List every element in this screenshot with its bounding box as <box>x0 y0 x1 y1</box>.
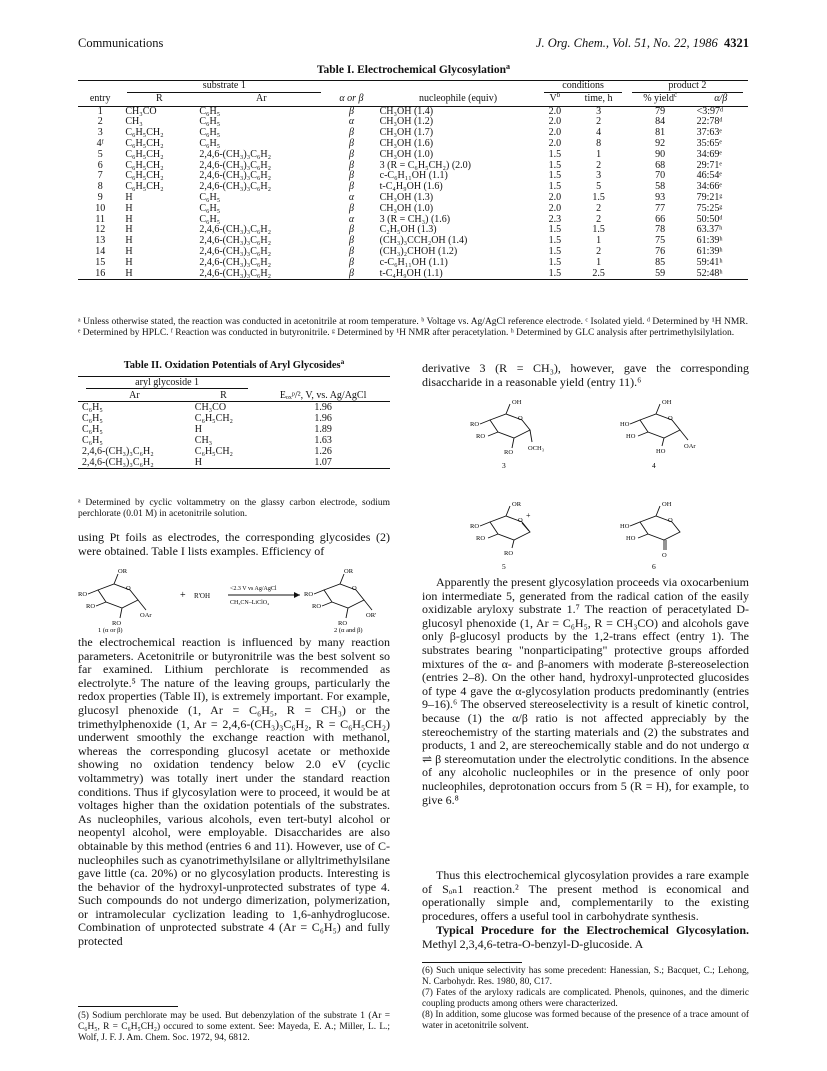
table2-footnote: ᵃ Determined by cyclic voltammetry on the glassy carbon electrode, sodium perchlorate (0.01 M) in acetonitrile solution. <box>78 498 390 519</box>
table1-col-header: $V^b$ <box>539 94 570 106</box>
left-column-text-1: using Pt foils as electrodes, the corresponding glycosides (2) were obtained. Table I lists examples. Efficiency of <box>78 530 390 558</box>
table1-cell: 75:25ᵍ <box>696 202 723 214</box>
table1-cell: β <box>348 148 354 160</box>
structure-6-ring <box>630 506 680 550</box>
s4-ring-o: O <box>668 415 673 422</box>
table1-group-substrate: substrate 1 <box>122 81 326 94</box>
table1-cell: C₆H₅CH₂ <box>125 170 164 182</box>
table1-cell: 76 <box>655 245 666 257</box>
table1-group-conditions: conditions <box>539 81 626 94</box>
table1-cell: 29:71ᵉ <box>696 159 722 171</box>
table1-cell: 2 <box>596 159 602 171</box>
scheme-or-label: OR <box>118 568 128 575</box>
table2-cell: C₆H₅ <box>82 424 103 435</box>
table1-cell: 5 <box>97 148 103 160</box>
table1-cell: H <box>125 235 133 247</box>
right-column-text-0: derivative 3 (R = CH₃), however, gave the corresponding disaccharide in a reasonable yield (entry 11).⁶ <box>422 361 749 389</box>
table1-col-header: R <box>122 94 196 106</box>
table2-cell: 1.96 <box>314 402 332 413</box>
scheme-label-right: 2 (α and β) <box>334 627 363 634</box>
structure-6-label: 6 <box>652 562 656 571</box>
table1-cell: 6 <box>97 159 103 171</box>
table1-cell: 12 <box>95 224 106 236</box>
table1-cell: 16 <box>78 269 122 280</box>
table1-cell: 1.5 <box>539 269 570 280</box>
table1-cell: 92 <box>655 137 666 149</box>
table1-cell: 61:39ʰ <box>696 245 723 257</box>
s6-ho: HO <box>620 523 630 530</box>
table1-cell: 81 <box>655 127 666 139</box>
table1-cell: H <box>125 202 133 214</box>
table1-cell: 1.5 <box>548 245 562 257</box>
table1-cell: 35:65ᵉ <box>696 137 722 149</box>
table1-cell: 34:69ᵉ <box>696 148 722 160</box>
table1-cell: C₆H₅ <box>199 202 221 214</box>
table1-cell: 1.5 <box>548 159 562 171</box>
table1-cell: 2,4,6-(CH₃)₃C₆H₂ <box>199 148 272 160</box>
table1-cell: 13 <box>95 235 106 247</box>
table2-group: aryl glycoside 1 <box>78 377 256 391</box>
table1-cell: 1 <box>596 256 602 268</box>
table2-cell: 1.07 <box>314 457 332 468</box>
table1-cell: C₆H₅ <box>199 137 221 149</box>
scheme-condition-top: <2.3 V vs Ag/AgCl <box>230 586 277 592</box>
table1-cell: 46:54ᵉ <box>696 170 722 182</box>
table2-row <box>78 402 390 414</box>
table1-col-header: α or β <box>326 94 376 106</box>
table1-cell: β <box>348 235 354 247</box>
page-number: 4321 <box>724 36 749 50</box>
table1-cell: 9 <box>97 191 103 203</box>
scheme-reagent: R'OH <box>194 592 211 600</box>
table1-cell: 2.0 <box>548 116 562 128</box>
table1-cell: t-C₄H₉OH (1.6) <box>379 181 443 193</box>
table1-cell: 77 <box>655 202 666 214</box>
table1-cell: 2,4,6-(CH₃)₃C₆H₂ <box>199 181 272 193</box>
table1-cell: C₆H₅CH₂ <box>125 159 164 171</box>
right-column-text-2: Thus this electrochemical glycosylation provides a rare example of Sₒₙ1 reaction.² The present method is economical and operationally simple and, complementarily to the existing procedures, offers a useful tool in carbohydrate synthesis. <box>422 868 749 923</box>
table1-cell: 2.5 <box>570 269 626 280</box>
table2-cell: C₆H₅CH₂ <box>194 446 234 457</box>
s6-oh: OH <box>662 501 672 508</box>
table1-cell: 1 <box>596 148 602 160</box>
table2-cell: C₆H₅ <box>82 402 103 413</box>
table1-cell: 68 <box>655 159 666 171</box>
table1-cell: 2.3 <box>548 213 562 225</box>
table1-cell: 1 <box>97 105 103 117</box>
footnote-7: (7) Fates of the aryloxy radicals are complicated. Phenols, quinones, and the dimeric coupling products among others were characterized. <box>422 988 749 1009</box>
table1-cell: 7 <box>97 170 103 182</box>
table1 <box>78 80 748 280</box>
s3-ring-o: O <box>518 415 523 422</box>
table2-cell: CH₃CO <box>194 402 227 413</box>
table1-cell: H <box>125 191 133 203</box>
table2-cell: 1.63 <box>314 435 332 446</box>
scheme-ring-o: O <box>126 585 131 592</box>
right-column-text-1: Apparently the present glycosylation proceeds via oxocarbenium ion intermediate 5, generated from the radical cation of the easily oxidizable aryloxy substrate 1.⁷ The reaction of peracetylated D-glucosyl phenoxide (1, Ar = C₆H₅, R = CH₃CO) and alcohols gave only β-glucosyl products by the 1,2-trans effect (entry 1). The substrates bearing "nonparticipating" protective groups afforded mixtures of the α- and β-anomers with moderate β-stereoselection (entries 2–8). On the other hand, hydroxyl-unprotected glucosides of type 4 gave the α-glycosylation products predominantly (entries 9–16).⁶ The observed stereoselectivity is a result of kinetic control, because (1) the α/β ratio is not affected appreciably by the stereochemistry of the starting materials and (2) the substrates and products, 1 and 2, are stereochemically stable and do not undergo α ⇌ β stereomutation under the electrolytic conditions. In the absence of any alcoholic nucleophiles or in the presence of only poor nucleophiles, deprotonation occurs from 5 (R = H), for example, to give 6.⁸ <box>422 575 749 807</box>
table1-cell: C₆H₅CH₂ <box>125 127 164 139</box>
procedure-heading: Typical Procedure for the Electrochemical Glycosylation. <box>436 923 749 937</box>
scheme-plus: + <box>180 590 186 601</box>
table1-cell: 3 <box>97 127 103 139</box>
table2-cell: 2,4,6-(CH₃)₃C₆H₂ <box>82 457 154 468</box>
table1-group-product: product 2 <box>627 81 748 94</box>
structure-3-ring <box>480 404 532 448</box>
footnote-rule-left <box>78 1006 178 1007</box>
table1-cell: β <box>348 245 354 257</box>
table1-cell: β <box>348 170 354 182</box>
s6-ho: HO <box>626 535 636 542</box>
table1-cell: 1.5 <box>548 256 562 268</box>
table2-col-header: Eₒₓᵖ/², V, vs. Ag/AgCl <box>279 390 367 401</box>
table1-cell: 2.0 <box>548 191 562 203</box>
table1-cell: β <box>348 127 354 139</box>
table1-cell: 75 <box>655 235 666 247</box>
table1-cell: <3:97ᵈ <box>696 105 724 117</box>
table1-cell: 59 <box>627 269 694 280</box>
table1-cell: C₆H₅ <box>199 213 221 225</box>
table1-cell: 2.0 <box>548 137 562 149</box>
table1-cell: 2 <box>596 202 602 214</box>
table2-cell: H <box>194 457 203 468</box>
table1-cell: 37:63ᵉ <box>696 127 722 139</box>
s3-ro: RO <box>476 433 486 440</box>
table1-cell: 11 <box>95 213 105 225</box>
table1-cell: 2.0 <box>548 127 562 139</box>
table2-row <box>78 413 390 424</box>
table1-cell: β <box>326 269 376 280</box>
table1-row <box>78 269 748 280</box>
scheme-oar-label: OAr <box>140 612 152 619</box>
table1-cell: C₆H₅ <box>199 105 221 117</box>
table1-cell: 50:50ᵈ <box>696 213 723 225</box>
structure-4-ring <box>630 404 688 446</box>
s4-ho: HO <box>656 448 666 455</box>
sugar-ring-right <box>314 574 372 618</box>
table1-cell: H <box>125 213 133 225</box>
table2 <box>78 376 390 469</box>
table1-cell: α <box>348 116 355 128</box>
table1-cell: 1.5 <box>548 170 562 182</box>
table1-row <box>78 204 748 215</box>
table1-col-header: nucleophile (equiv) <box>377 94 540 106</box>
table2-col-header: Ar <box>129 390 140 401</box>
table1-cell: 66 <box>655 213 666 225</box>
table1-cell: 2.0 <box>548 105 562 117</box>
table1-cell: C₆H₅CH₂ <box>125 137 164 149</box>
s5-ro: RO <box>470 523 480 530</box>
s3-och3: OCH₃ <box>528 445 544 452</box>
table1-cell: CH₃OH (1.2) <box>379 116 434 128</box>
table1-cell: 85 <box>655 256 666 268</box>
footnote-6: (6) Such unique selectivity has some precedent: Hanessian, S.; Bacquet, C.; Lehong, N. Carbohydr. Res. 1980, 80, C17. <box>422 966 749 987</box>
table1-cell: 78 <box>655 224 666 236</box>
structures-3-4 <box>470 396 730 472</box>
structure-3-label: 3 <box>502 461 506 470</box>
table1-col-header: Ar <box>196 94 326 106</box>
journal-citation: J. Org. Chem., Vol. 51, No. 22, 1986 <box>535 36 718 50</box>
table1-cell: β <box>348 202 354 214</box>
table1-cell: H <box>125 224 133 236</box>
table1-cell: 90 <box>655 148 666 160</box>
table1-cell: 3 (R = CH₃) (1.6) <box>379 213 451 225</box>
s5-ro: RO <box>504 550 514 557</box>
table1-cell: 10 <box>95 202 106 214</box>
table1-cell: CH₃CO <box>125 105 157 117</box>
table1-cell: H <box>125 245 133 257</box>
table1-cell: 2.0 <box>548 202 562 214</box>
s3-ro: RO <box>504 449 514 456</box>
table2-cell: 2,4,6-(CH₃)₃C₆H₂ <box>82 446 154 457</box>
table1-cell: CH₃ <box>125 116 143 128</box>
table2-row <box>78 457 390 469</box>
scheme-ro-label: RO <box>304 591 314 598</box>
table1-cell: 1.5 <box>592 224 605 236</box>
scheme-ro-label: RO <box>338 620 348 627</box>
table1-cell: 2 <box>596 213 602 225</box>
table1-cell: β <box>348 105 354 117</box>
table1-cell: 2,4,6-(CH₃)₃C₆H₂ <box>199 256 272 268</box>
running-header-section: Communications <box>78 36 164 50</box>
table1-cell: CH₃OH (1.0) <box>379 202 434 214</box>
table1-cell: 70 <box>655 170 666 182</box>
table2-cell: 1.89 <box>314 424 332 435</box>
table1-col-header: time, h <box>570 94 626 106</box>
table2-cell: 1.96 <box>314 413 332 424</box>
table1-cell: t-C₄H₉OH (1.1) <box>377 269 540 280</box>
right-column-text-3 <box>422 924 749 951</box>
scheme-ro-label: RO <box>86 603 96 610</box>
structure-4-label: 4 <box>652 461 656 470</box>
table1-cell: 2 <box>596 116 602 128</box>
scheme-or-prime-label: OR' <box>366 612 377 619</box>
table1-cell: 15 <box>95 256 106 268</box>
table1-cell: 5 <box>596 181 602 193</box>
table1-cell: H <box>122 269 196 280</box>
running-header-journal <box>536 36 749 51</box>
s4-oh: OH <box>662 399 672 406</box>
table1-cell: 2,4,6-(CH₃)₃C₆H₂ <box>199 159 272 171</box>
table1-cell: C₆H₅ <box>199 116 221 128</box>
table1-col-header: entry <box>78 94 122 106</box>
s5-or: OR <box>512 501 522 508</box>
table1-cell: 8 <box>97 181 103 193</box>
table1-cell: CH₃OH (1.0) <box>379 148 434 160</box>
table1-cell: C₆H₅ <box>199 191 221 203</box>
table1-cell: C₆H₅ <box>199 127 221 139</box>
table1-row <box>78 150 748 161</box>
table1-col-header: α/β <box>694 94 748 106</box>
table1-cell: 2 <box>596 245 602 257</box>
table1-cell: 1.5 <box>548 148 562 160</box>
table1-cell: 1.5 <box>548 235 562 247</box>
structure-5-label: 5 <box>502 562 506 571</box>
left-column-text-2: the electrochemical reaction is influenced by many reaction parameters. Acetonitrile or butyronitrile was the best solvent so far examined. Lithium perchlorate is recommended as electrolyte.⁵ The nature of the leaving groups, particularly the redox properties (Table II), is extremely important. For example, glucosyl phenoxide (1, Ar = C₆H₅, R = CH₃) or the trimethylphenoxide (1, Ar = 2,4,6-(CH₃)₃C₆H₂, R = C₆H₅CH₂) underwent smoothly the exchange reaction with methanol, whereas the corresponding glucosyl acetate or methoxide showing no oxidation tendency below 2.0 eV (cyclic voltammetry) was totally inert under the standard reaction conditions. Thus if glycosylation were to proceed, it would be at voltages higher than the oxidation potentials of the substrates. As nucleophiles, various alcohols, even tert-butyl alcohol or neopentyl alcohol, were employable. Disaccharides are also obtainable by this method (entries 6 and 11). However, use of C-nucleophiles such as cyanotrimethylsilane or allyltrimethylsilane gave little (ca. 20%) or no glycosylation products. Interesting is the behavior of the hydroxyl-unprotected substrates of type 4. Such compounds do not undergo dimerization, polymerization, or intramolecular cyclization leading to 1,6-anhydroglucose. Combination of unprotected substrate 4 (Ar = C₆H₅) and fully protected <box>78 635 390 949</box>
table1-cell: 1.5 <box>548 224 562 236</box>
footnote-rule-right <box>422 962 522 963</box>
scheme-ring-o: O <box>352 585 357 592</box>
table1-footnote: ᵃ Unless otherwise stated, the reaction was conducted in acetonitrile at room temperature. ᵇ Voltage vs. Ag/AgCl reference electrode. ᶜ Isolated yield. ᵈ Determined by ¹H NMR. ᵉ Determined by HPLC. ᶠ Reaction was conducted in butyronitrile. ᵍ Determined by ¹H NMR after peracetylation. ʰ Determined by GLC analysis after pertrimethylsilylation. <box>78 317 748 338</box>
table1-cell: β <box>348 224 354 236</box>
table1-cell: β <box>348 256 354 268</box>
table1-cell: CH₃OH (1.6) <box>379 137 434 149</box>
table2-row <box>78 446 390 457</box>
footnote-8: (8) In addition, some glucose was formed because of the presence of a trace amount of water in acetonitrile solvent. <box>422 1010 749 1031</box>
table1-cell: c-C₆H₁₁OH (1.1) <box>379 170 448 182</box>
table1-cell: 58 <box>655 181 666 193</box>
table1-cell: 79 <box>655 105 666 117</box>
table1-cell: H <box>125 256 133 268</box>
table1-title-text: Table I. Electrochemical Glycosylation <box>316 64 507 76</box>
table1-cell: c-C₆H₁₁OH (1.1) <box>379 256 448 268</box>
table2-cell: C₆H₅ <box>82 435 103 446</box>
table1-cell: C₆H₅CH₂ <box>125 148 164 160</box>
table1-title <box>0 64 827 76</box>
scheme-ro-label: RO <box>112 620 122 627</box>
table2-col-header: R <box>220 390 227 401</box>
table1-cell: β <box>348 181 354 193</box>
table1-cell: 8 <box>596 137 602 149</box>
reaction-arrowhead <box>294 592 300 598</box>
table1-cell: 3 (R = C₆H₅CH₂) (2.0) <box>379 159 471 171</box>
table1-row <box>78 258 748 269</box>
s4-ho: HO <box>626 433 636 440</box>
table2-cell: 1.26 <box>314 446 332 457</box>
table1-cell: C₂H₅OH (1.3) <box>379 224 437 236</box>
table1-cell: 4ᶠ <box>96 137 104 149</box>
table1-cell: 2,4,6-(CH₃)₃C₆H₂ <box>199 235 272 247</box>
scheme-condition-bottom: CH₃CN–LiClO₄ <box>230 600 270 606</box>
table1-cell: 4 <box>596 127 602 139</box>
table1-cell: 2,4,6-(CH₃)₃C₆H₂ <box>196 269 326 280</box>
structures-5-6 <box>470 498 730 572</box>
s6-ring-o: O <box>668 517 673 524</box>
table1-cell: 79:21ᵍ <box>696 191 723 203</box>
table2-cell: H <box>194 424 203 435</box>
table1-title-mark: a <box>506 62 511 71</box>
table1-cell: α <box>348 191 355 203</box>
table1-cell: CH₃OH (1.7) <box>379 127 434 139</box>
procedure-text: Methyl 2,3,4,6-tetra-O-benzyl-D-glucoside. A <box>422 936 644 951</box>
table1-cell: 2 <box>97 116 103 128</box>
s5-plus: + <box>526 511 531 520</box>
table1-cell: 1.5 <box>548 181 562 193</box>
glycosylation-scheme <box>78 566 390 634</box>
table2-title <box>78 357 390 371</box>
table2-row <box>78 424 390 435</box>
table1-cell: 1.5 <box>592 191 605 203</box>
table2-cell: CH₃ <box>194 435 213 446</box>
table1-cell: 14 <box>95 245 106 257</box>
scheme-or-label: OR <box>344 568 354 575</box>
scheme-ro-label: RO <box>78 591 88 598</box>
table1-cell: (CH₃)₃CCH₂OH (1.4) <box>379 235 468 247</box>
table1-cell: 3 <box>596 170 602 182</box>
s4-oar: OAr <box>684 443 696 450</box>
sugar-ring-left <box>88 574 146 618</box>
table2-cell: C₆H₅ <box>82 413 103 424</box>
s3-ro: RO <box>470 421 480 428</box>
table1-cell: C₆H₅CH₂ <box>125 181 164 193</box>
s3-oh: OH <box>512 399 522 406</box>
table1-cell: 63.37ʰ <box>696 224 723 236</box>
table1-cell: 22:78ᵈ <box>696 116 723 128</box>
table1-cell: 2,4,6-(CH₃)₃C₆H₂ <box>199 170 272 182</box>
table1-cell: 52:48ʰ <box>694 269 748 280</box>
table1-cell: 84 <box>655 116 666 128</box>
s6-carbonyl-o: O <box>662 552 667 559</box>
table2-title-mark: a <box>340 357 345 366</box>
footnote-5: (5) Sodium perchlorate may be used. But debenzylation of the substrate 1 (Ar = C₆H₅, R = C₆H₅CH₂) occured to some extent. See: Mayeda, E. A.; Miller, L. L.; Wolf, J. F. J. Am. Chem. Soc. 1972, 94, 6812. <box>78 1011 390 1043</box>
structure-5-ring <box>480 506 530 548</box>
table1-cell: (CH₃)₂CHOH (1.2) <box>379 245 458 257</box>
table1-cell: 59:41ʰ <box>696 256 723 268</box>
scheme-label-left: 1 (α or β) <box>98 627 123 634</box>
table2-row <box>78 435 390 446</box>
table2-cell: C₆H₅CH₂ <box>194 413 234 424</box>
table1-cell: CH₃OH (1.3) <box>379 191 434 203</box>
table1-cell: α <box>348 213 355 225</box>
table1-cell: 61:39ʰ <box>696 235 723 247</box>
scheme-ro-label: RO <box>312 603 322 610</box>
s4-ho: HO <box>620 421 630 428</box>
table1-cell: 93 <box>655 191 666 203</box>
table1-cell: β <box>348 159 354 171</box>
table1-cell: 1 <box>596 235 602 247</box>
table1-cell: 34:66ᵉ <box>696 181 722 193</box>
table1-cell: 2,4,6-(CH₃)₃C₆H₂ <box>199 224 272 236</box>
table1-col-header: % yield$^c$ <box>627 94 694 106</box>
table1-cell: 2,4,6-(CH₃)₃C₆H₂ <box>199 245 272 257</box>
table1-cell: 3 <box>596 105 602 117</box>
s5-ro: RO <box>476 535 486 542</box>
s5-ring-o: O <box>518 517 523 524</box>
table1-cell: CH₃OH (1.4) <box>379 105 434 117</box>
table1-cell: β <box>348 137 354 149</box>
table2-title-text: Table II. Oxidation Potentials of Aryl Glycosides <box>123 360 341 371</box>
